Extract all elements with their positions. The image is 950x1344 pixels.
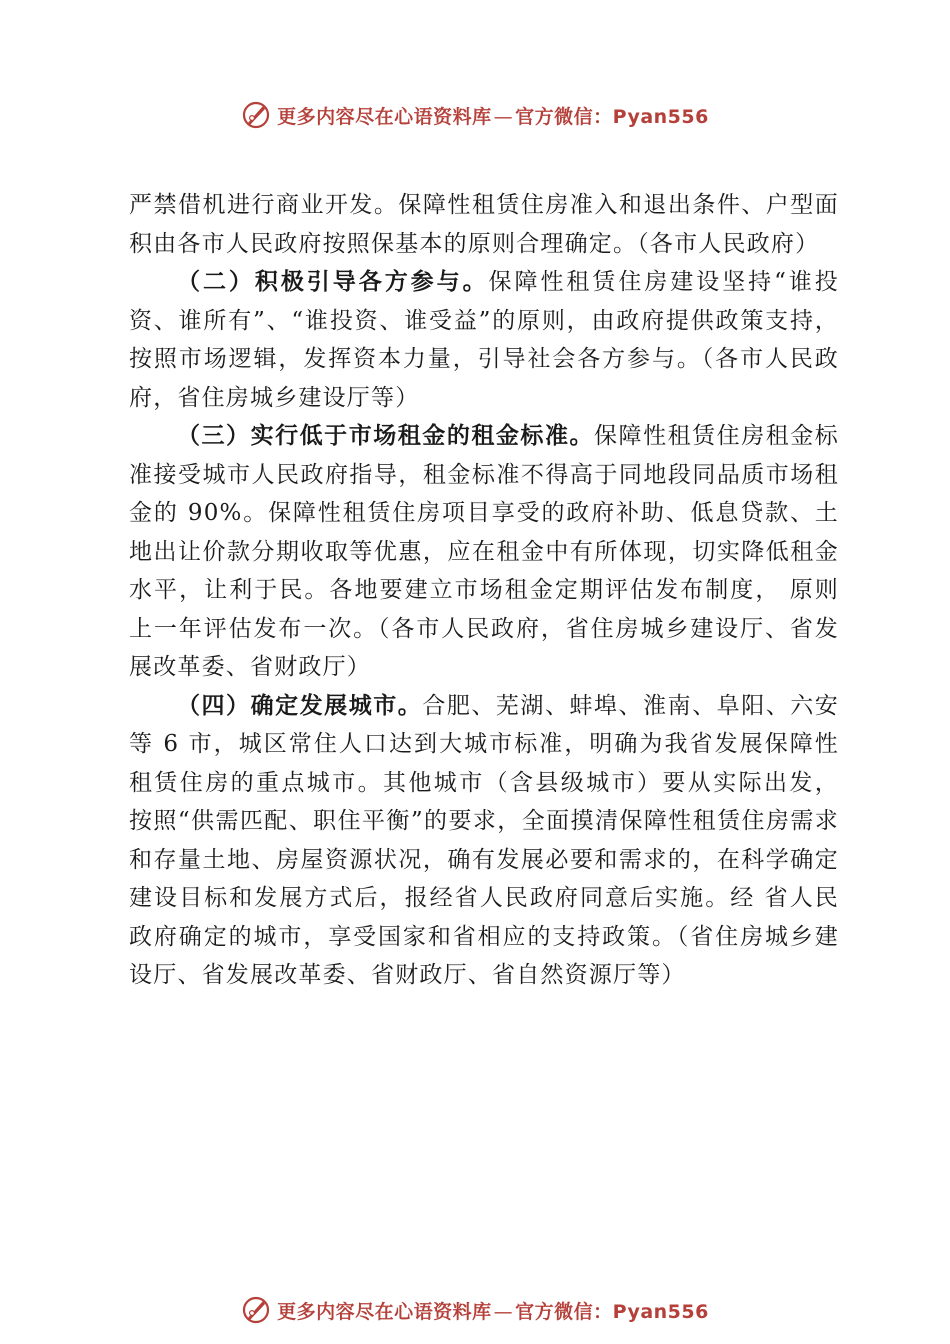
footer-banner-separator: — (493, 1300, 514, 1323)
footer-watermark-banner (0, 1290, 950, 1330)
section-4-body: 合肥、芜湖、蚌埠、淮南、阜阳、六安等 6 市，城区常住人口达到大城市标准，明确为我省发展保障性租赁住房的重点城市。其他城市（含县级城市）要从实际出发， 按照“供需匹配、职住平衡”的要求，全面摸清保障性租赁住房需求和存量土地、房屋资源状况，确有发展必要和需求的，在科学确定建设目标和发展方式后，报经省人民政府同意后实施。经 省人民政府确定的城市，享受国家和省相应的支持政策。（省住房城乡建设厅、省发展改革委、省财政厅、省自然资源厅等） (129, 692, 840, 988)
footer-banner-title: 更多内容尽在心语资料库 (277, 1300, 492, 1323)
header-banner-title: 更多内容尽在心语资料库 (277, 105, 492, 128)
section-4-heading: （四）确定发展城市。 (177, 691, 423, 719)
header-watermark-banner (0, 95, 950, 135)
quill-seal-icon (241, 100, 271, 130)
header-banner-contact: 官方微信：Pyan556 (515, 105, 709, 128)
section-3-body: 保障性租赁住房租金标准接受城市人民政府指导，租金标准不得高于同地段同品质市场租金的 90%。保障性租赁住房项目享受的政府补助、低息贷款、土地出让价款分期收取等优惠，应在租金中有所体现，切实降低租金水平，让利于民。各地要建立市场租金定期评估发布制度， 原则上一年评估发布一次。（各市人民政府，省住房城乡建设厅、省发展改革委、省财政厅） (129, 423, 840, 680)
paragraph-section-2 (129, 263, 839, 417)
paragraph-continuation: 严禁借机进行商业开发。保障性租赁住房准入和退出条件、户型面积由各市人民政府按照保基本的原则合理确定。（各市人民政府） (129, 192, 839, 257)
header-banner-text (277, 102, 709, 129)
quill-seal-icon (241, 1295, 271, 1325)
header-banner-separator: — (493, 105, 514, 128)
footer-banner-text (277, 1297, 709, 1324)
document-body (129, 186, 839, 995)
paragraph-section-3 (129, 417, 839, 687)
footer-banner-contact: 官方微信：Pyan556 (515, 1300, 709, 1323)
section-2-heading: （二）积极引导各方参与。 (177, 268, 489, 295)
section-2-body: 保障性租赁住房建设坚持“谁投资、谁所有”、“谁投资、谁受益”的原则，由政府提供政策支持， 按照市场逻辑，发挥资本力量，引导社会各方参与。（各市人民政府，省住房城乡建设厅等） (129, 269, 840, 411)
paragraph-section-4 (129, 687, 839, 995)
section-3-heading: （三）实行低于市场租金的租金标准。 (177, 422, 595, 449)
